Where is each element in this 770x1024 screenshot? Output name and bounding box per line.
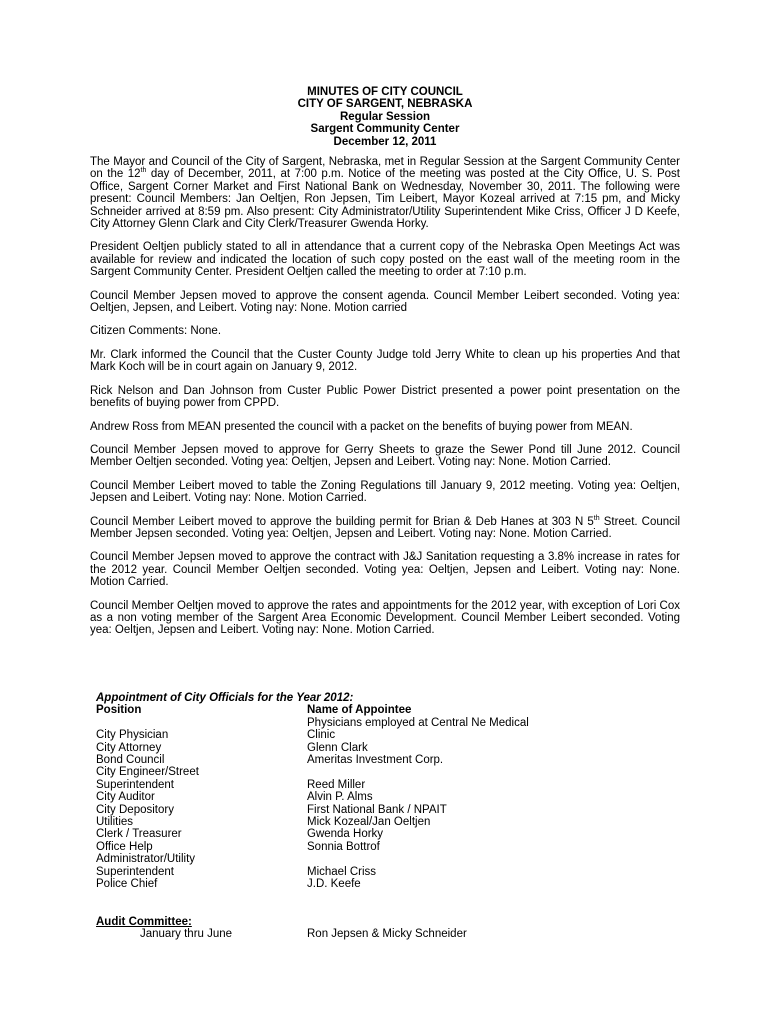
table-row — [96, 766, 686, 778]
position-cell: City Physician — [96, 729, 169, 742]
paragraph-mean: Andrew Ross from MEAN presented the council with a packet on the benefits of buying power from MEAN. — [90, 420, 633, 433]
paragraph-consent-agenda: Council Member Jepsen moved to approve the consent agenda. Council Member Leibert seconded. Voting yea: Oeltjen, Jepsen, and Leibert. Voting nay: None. Motion carried — [90, 289, 680, 315]
position-cell: City Depository — [96, 803, 174, 816]
appointee-cell: First National Bank / NPAIT — [307, 803, 447, 816]
table-row — [96, 866, 686, 878]
paragraph-text: Street. Council Member Jepsen seconded. Voting yea: Oeltjen, Jepsen and Leibert. Voting nay: None. Motion Carried. — [90, 515, 680, 540]
position-cell: City Engineer/Street — [96, 766, 199, 779]
audit-committee — [96, 916, 686, 941]
audit-row — [96, 928, 686, 940]
appointee-cell — [307, 766, 686, 778]
table-row — [96, 853, 686, 865]
paragraph-clark-report: Mr. Clark informed the Council that the Custer County Judge told Jerry White to clean up his properties And that Mark Koch will be in court again on January 9, 2012. — [90, 348, 680, 374]
appointee-cell: Clinic — [307, 729, 336, 742]
position-cell: Bond Council — [96, 754, 165, 767]
table-row — [96, 791, 686, 803]
ordinal-suffix: th — [593, 514, 600, 522]
position-cell — [96, 717, 307, 729]
header-location: Sargent Community Center — [310, 123, 460, 136]
table-row — [96, 804, 686, 816]
position-cell: City Attorney — [96, 741, 162, 754]
appointee-cell: Ameritas Investment Corp. — [307, 754, 444, 767]
minutes-body — [90, 156, 680, 648]
column-header-appointee: Name of Appointee — [307, 704, 412, 717]
table-row — [96, 828, 686, 840]
table-row — [96, 878, 686, 890]
column-header-position: Position — [96, 704, 142, 717]
position-cell: Administrator/Utility — [96, 853, 196, 866]
appointee-cell: Gwenda Horky — [307, 828, 384, 841]
appointee-cell: Michael Criss — [307, 865, 377, 878]
table-row — [96, 729, 686, 741]
paragraph-zoning: Council Member Leibert moved to table the Zoning Regulations till January 9, 2012 meeting. Voting yea: Oeltjen, Jepsen and Leibert. Voting nay: None. Motion Carried. — [90, 479, 680, 505]
minutes-header — [0, 86, 770, 148]
paragraph-appointments-motion: Council Member Oeltjen moved to approve the rates and appointments for the 2012 year, with exception of Lori Cox as a non voting member of the Sargent Area Economic Development. Council Member Leibert seconded. Voting yea: Oeltjen, Jepsen and Leibert. Voting nay: None. Motion Carried. — [90, 599, 680, 637]
position-cell: Clerk / Treasurer — [96, 828, 182, 841]
appointee-cell: Mick Kozeal/Jan Oeltjen — [307, 816, 431, 829]
paragraph-sewer-pond: Council Member Jepsen moved to approve for Gerry Sheets to graze the Sewer Pond till June 2012. Council Member Oeltjen seconded. Voting yea: Oeltjen, Jepsen and Leibert. Voting nay: None. Motion Carried. — [90, 443, 680, 469]
appointee-cell: Alvin P. Alms — [307, 791, 373, 804]
appointee-cell: J.D. Keefe — [307, 878, 361, 891]
appointments-title: Appointment of City Officials for the Year 2012: — [96, 692, 354, 704]
position-cell: Office Help — [96, 840, 153, 853]
header-session: Regular Session — [339, 110, 431, 123]
position-cell: Police Chief — [96, 878, 158, 891]
appointee-cell — [307, 853, 686, 865]
header-city: CITY OF SARGENT, NEBRASKA — [297, 98, 473, 111]
paragraph-text: Council Member Leibert moved to approve the building permit for Brian & Deb Hanes at 303 N 5 — [90, 515, 594, 528]
table-row — [96, 742, 686, 754]
header-title: MINUTES OF CITY COUNCIL — [307, 86, 463, 98]
table-row — [96, 779, 686, 791]
appointee-cell: Glenn Clark — [307, 741, 368, 754]
appointee-cell: Physicians employed at Central Ne Medical — [307, 716, 529, 729]
paragraph-open-meetings: President Oeltjen publicly stated to all in attendance that a current copy of the Nebraska Open Meetings Act was available for review and indicated the location of such copy posted on the east wall of the meeting room in the Sargent Community Center. President Oeltjen called the meeting to order at 7:10 p.m. — [90, 241, 680, 279]
audit-title: Audit Committee: — [96, 916, 192, 928]
paragraph-text: day of December, 2011, at 7:00 p.m. Notice of the meeting was posted at the City Office, U. S. Post Office, Sargent Corner Market and First National Bank on Wednesday, November 30, 2011. The following were present: Council Members: Jan Oeltjen, Ron Jepsen, Tim Leibert, Mayor Kozeal arrived at 7:15 pm, and Micky Schneider arrived at 8:59 pm. Also present: City Administrator/Utility Superintendent Mike Criss, Officer J D Keefe, City Attorney Glenn Clark and City Clerk/Treasurer Gwenda Horky. — [90, 168, 680, 231]
position-cell: Superintendent — [96, 778, 175, 791]
audit-members: Ron Jepsen & Micky Schneider — [307, 928, 467, 941]
table-row — [96, 754, 686, 766]
appointee-cell: Reed Miller — [307, 778, 366, 791]
table-row — [96, 841, 686, 853]
ordinal-suffix: th — [140, 167, 147, 175]
appointments-rows — [96, 717, 686, 891]
table-row — [96, 816, 686, 828]
audit-period: January thru June — [140, 928, 233, 941]
paragraph-sanitation: Council Member Jepsen moved to approve the contract with J&J Sanitation requesting a 3.8% increase in rates for the 2012 year. Council Member Oeltjen seconded. Voting yea: Oeltjen, Jepsen and Leibert. Voting nay: None. Motion Carried. — [90, 551, 680, 589]
paragraph-building-permit — [90, 516, 680, 541]
position-cell: Utilities — [96, 816, 134, 829]
paragraph-text: The Mayor and Council of the City of Sargent, Nebraska, met in Regular Session at the Sargent Community Center on the 12 — [90, 156, 680, 181]
position-cell: Superintendent — [96, 865, 175, 878]
paragraph-attendance — [90, 156, 680, 230]
table-row — [96, 717, 686, 729]
appointments-header-row — [96, 704, 686, 716]
header-date: December 12, 2011 — [333, 135, 437, 148]
paragraph-citizen-comments: Citizen Comments: None. — [90, 325, 222, 338]
position-cell: City Auditor — [96, 791, 155, 804]
appointee-cell: Sonnia Bottrof — [307, 840, 380, 853]
paragraph-cppd: Rick Nelson and Dan Johnson from Custer Public Power District presented a power point presentation on the benefits of buying power from CPPD. — [90, 384, 680, 410]
appointments-table — [96, 692, 686, 891]
